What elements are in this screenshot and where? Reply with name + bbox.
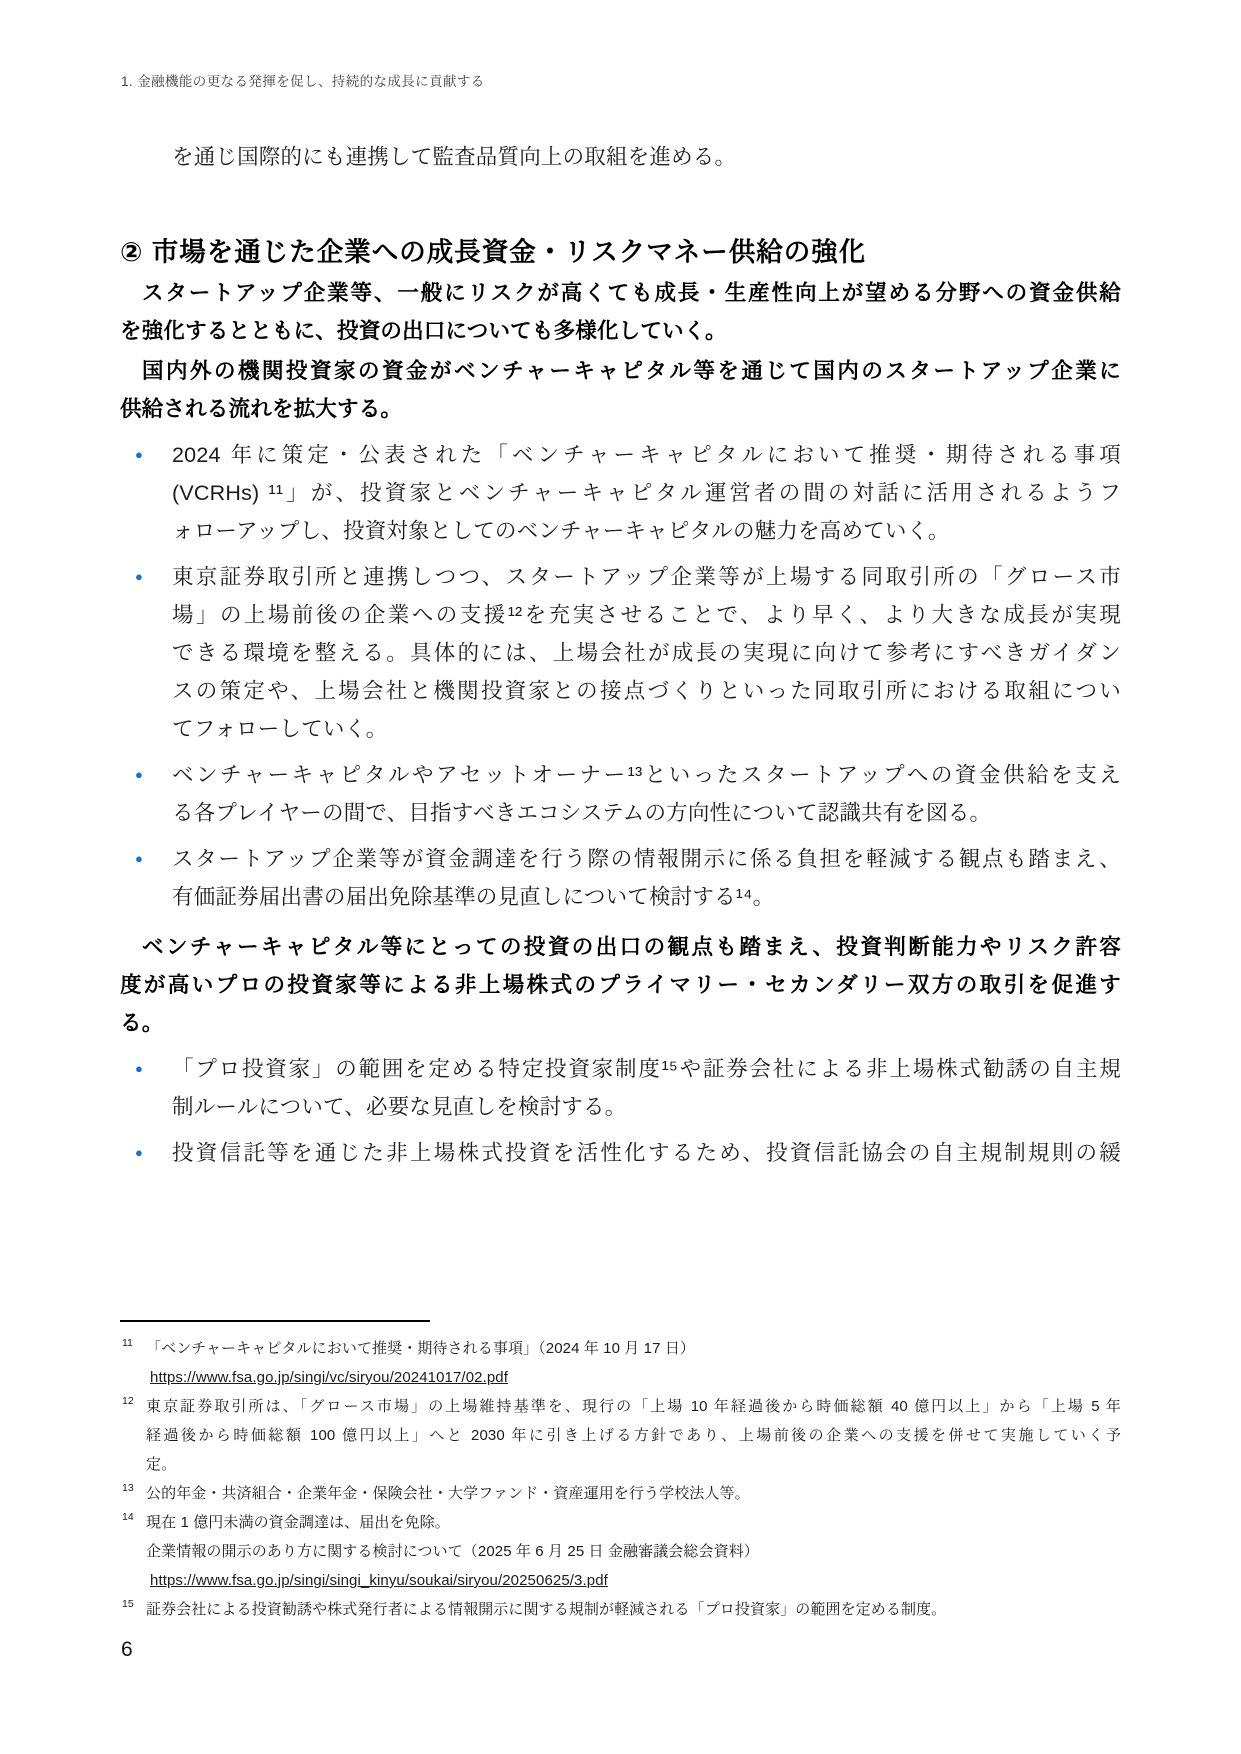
bullet-icon: ● <box>135 569 143 584</box>
bullet-item <box>120 436 1121 550</box>
bullet-icon: ● <box>135 1061 143 1076</box>
footnote-line: 経過後から時価総額 100 億円以上」へと 2030 年に引き上げる方針であり、上場前後の企業への支援を併せて実施していく予 <box>146 1427 1121 1444</box>
bullet-item <box>120 1134 1121 1172</box>
bullet-item <box>120 1050 1121 1126</box>
footnote-line: 証券会社による投資勧誘や株式発行者による情報開示に関する規制が軽減される「プロ投資家」の範囲を定める制度。 <box>146 1601 947 1618</box>
bullet-line: 投資信託等を通じた非上場株式投資を活性化するため、投資信託協会の自主規制規則の緩 <box>172 1141 1121 1165</box>
bullet-icon: ● <box>135 1145 143 1160</box>
text-line: スタートアップ企業等、一般にリスクが高くても成長・生産性向上が望める分野への資金供給 <box>142 281 1121 305</box>
bullet-item <box>120 558 1121 748</box>
bullet-icon: ● <box>135 767 143 782</box>
lead-paragraph-2 <box>120 352 1121 428</box>
lead-paragraph-3 <box>120 928 1121 1042</box>
page-header <box>121 70 485 90</box>
bullet-line: 2024 年に策定・公表された「ベンチャーキャピタルにおいて推奨・期待される事項 <box>172 443 1121 467</box>
bullet-line: 場」の上場前後の企業への支援¹²を充実させることで、より早く、より大きな成長が実現 <box>172 603 1121 627</box>
footnote-line: 東京証券取引所は、「グロース市場」の上場維持基準を、現行の「上場 10 年経過後から時価総額 40 億円以上」から「上場 5 年 <box>146 1398 1121 1415</box>
bullet-icon: ● <box>135 447 143 462</box>
bullet-line: 制ルールについて、必要な見直しを検討する。 <box>172 1095 627 1119</box>
paragraph-continuation <box>120 138 1121 176</box>
footnotes-section <box>120 1320 1121 1624</box>
footnote-number: 12 <box>122 1395 134 1407</box>
bullet-line: スタートアップ企業等が資金調達を行う際の情報開示に係る負担を軽減する観点も踏まえ、 <box>172 847 1121 871</box>
footnote-11 <box>120 1334 1121 1392</box>
bullet-line: 東京証券取引所と連携しつつ、スタートアップ企業等が上場する同取引所の「グロース市 <box>172 565 1121 589</box>
footnote-number: 11 <box>122 1337 133 1349</box>
text-line: ベンチャーキャピタル等にとっての投資の出口の観点も踏まえ、投資判断能力やリスク許容 <box>142 935 1121 959</box>
footnote-number: 15 <box>122 1598 134 1610</box>
footnote-line: 公的年金・共済組合・企業年金・保険会社・大学ファンド・資産運用を行う学校法人等。 <box>146 1485 750 1502</box>
bullet-list-1 <box>120 436 1121 916</box>
bullet-line: ベンチャーキャピタルやアセットオーナー¹³といったスタートアップへの資金供給を支え <box>172 763 1121 787</box>
text-line: 国内外の機関投資家の資金がベンチャーキャピタル等を通じて国内のスタートアップ企業に <box>142 359 1121 383</box>
text-line: 供給される流れを拡大する。 <box>120 397 403 421</box>
bullet-line: 有価証券届出書の届出免除基準の見直しについて検討する¹⁴。 <box>172 885 775 909</box>
bullet-line: できる環境を整える。具体的には、上場会社が成長の実現に向けて参考にすべきガイダン <box>172 641 1121 665</box>
text-line: を通じ国際的にも連携して監査品質向上の取組を進める。 <box>172 145 737 169</box>
footnote-12 <box>120 1392 1121 1479</box>
footnote-line: 定。 <box>146 1456 177 1473</box>
footnote-line <box>146 1363 1121 1392</box>
section-heading: ② 市場を通じた企業への成長資金・リスクマネー供給の強化 <box>120 237 867 267</box>
footnote-separator <box>120 1320 430 1322</box>
footnote-line: 現在 1 億円未満の資金調達は、届出を免除。 <box>146 1514 450 1531</box>
bullet-item <box>120 756 1121 832</box>
lead-paragraph-1 <box>120 274 1121 350</box>
footnote-line: 企業情報の開示のあり方に関する検討について（2025 年 6 月 25 日 金融審議会総会資料） <box>146 1543 759 1560</box>
text-line: を強化するとともに、投資の出口についても多様化していく。 <box>120 319 727 343</box>
footnote-14 <box>120 1508 1121 1595</box>
footnote-number: 13 <box>122 1482 134 1494</box>
bullet-line: 「プロ投資家」の範囲を定める特定投資家制度¹⁵や証券会社による非上場株式勧誘の自主規 <box>172 1057 1121 1081</box>
footnote-15 <box>120 1595 1121 1624</box>
bullet-line: ォローアップし、投資対象としてのベンチャーキャピタルの魅力を高めていく。 <box>172 519 950 543</box>
content-area <box>120 138 1121 1172</box>
bullet-list-2 <box>120 1050 1121 1172</box>
bullet-line: てフォローしていく。 <box>172 717 388 741</box>
footnote-line: 「ベンチャーキャピタルにおいて推奨・期待される事項」（2024 年 10 月 17 日） <box>146 1340 696 1357</box>
footnote-line <box>146 1566 1121 1595</box>
footnote-link[interactable]: https://www.fsa.go.jp/singi/singi_kinyu/soukai/siryou/20250625/3.pdf <box>150 1572 608 1589</box>
bullet-line: る各プレイヤーの間で、目指すべきエコシステムの方向性について認識共有を図る。 <box>172 801 992 825</box>
text-line: る。 <box>120 1011 164 1035</box>
bullet-line: (VCRHs) ¹¹」が、投資家とベンチャーキャピタル運営者の間の対話に活用されるようフ <box>172 481 1121 505</box>
footnote-number: 14 <box>122 1511 134 1523</box>
page-number: 6 <box>121 1638 133 1661</box>
bullet-icon: ● <box>135 851 143 866</box>
bullet-line: スの策定や、上場会社と機関投資家との接点づくりといった同取引所における取組につい <box>172 679 1121 703</box>
text-line: 度が高いプロの投資家等による非上場株式のプライマリー・セカンダリー双方の取引を促進す <box>120 973 1121 997</box>
footnote-link[interactable]: https://www.fsa.go.jp/singi/vc/siryou/20241017/02.pdf <box>150 1369 509 1386</box>
page-header-text: 1. 金融機能の更なる発揮を促し、持続的な成長に貢献する <box>121 74 485 89</box>
bullet-item <box>120 840 1121 916</box>
footnote-13 <box>120 1479 1121 1508</box>
